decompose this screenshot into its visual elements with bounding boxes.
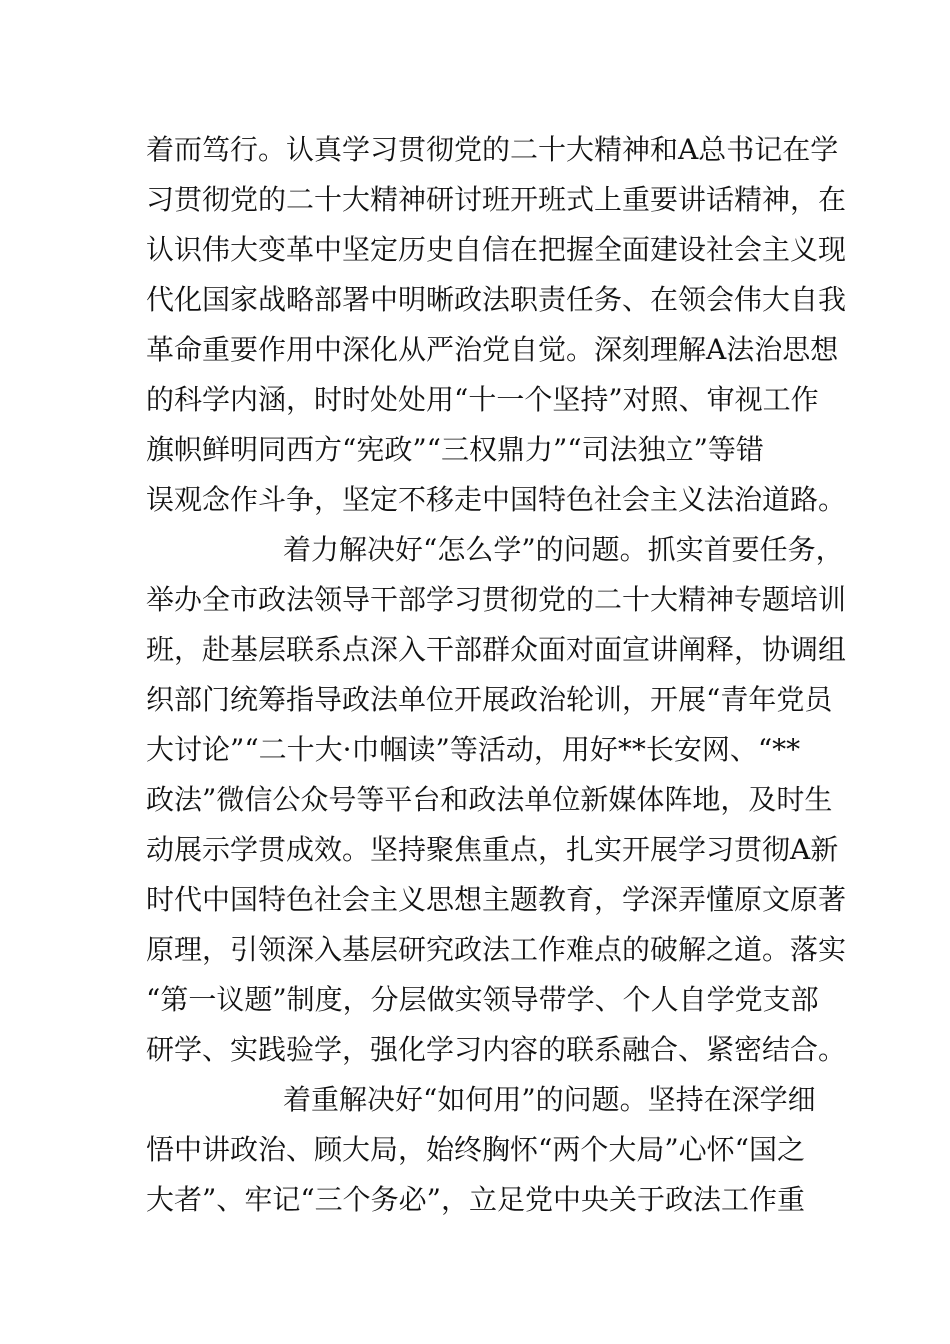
text-line: 研学、实践验学，强化学习内容的联系融合、紧密结合。 [146,1033,847,1066]
text-line: 代化国家战略部署中明晰政法职责任务、在领会伟大自我 [146,283,847,316]
paragraph-first-line: 着力解决好“怎么学”的问题。抓实首要任务， [283,533,844,566]
text-line: 误观念作斗争，坚定不移走中国特色社会主义法治道路。 [146,483,847,516]
text-line: 革命重要作用中深化从严治党自觉。深刻理解A法治思想 [146,333,839,366]
paragraph-first-line: 着重解决好“如何用”的问题。坚持在深学细 [283,1083,816,1116]
text-line: 班，赴基层联系点深入干部群众面对面宣讲阐释，协调组 [146,633,847,666]
text-line: 习贯彻党的二十大精神研讨班开班式上重要讲话精神，在 [146,183,847,216]
text-line: 大讨论”“二十大·巾帼读”等活动，用好**长安网、“** [146,733,801,766]
text-line: 织部门统筹指导政法单位开展政治轮训，开展“青年党员 [146,683,833,716]
text-line: 举办全市政法领导干部学习贯彻党的二十大精神专题培训 [146,583,847,616]
text-line: 认识伟大变革中坚定历史自信在把握全面建设社会主义现 [146,233,847,266]
text-line: 动展示学贯成效。坚持聚焦重点，扎实开展学习贯彻A新 [146,833,839,866]
text-line: 原理，引领深入基层研究政法工作难点的破解之道。落实 [146,933,847,966]
text-line: 的科学内涵，时时处处用“十一个坚持”对照、审视工作 [146,383,819,416]
text-line: “第一议题”制度，分层做实领导带学、个人自学党支部 [146,983,819,1016]
text-line: 时代中国特色社会主义思想主题教育，学深弄懂原文原著 [146,883,847,916]
text-line: 悟中讲政治、顾大局，始终胸怀“两个大局”心怀“国之 [146,1133,805,1166]
text-line: 着而笃行。认真学习贯彻党的二十大精神和A总书记在学 [146,133,839,166]
text-line: 旗帜鲜明同西方“宪政”“三权鼎力”“司法独立”等错 [146,433,764,466]
text-line: 政法”微信公众号等平台和政法单位新媒体阵地，及时生 [146,783,833,816]
text-line: 大者”、牢记“三个务必”，立足党中央关于政法工作重 [146,1183,805,1216]
